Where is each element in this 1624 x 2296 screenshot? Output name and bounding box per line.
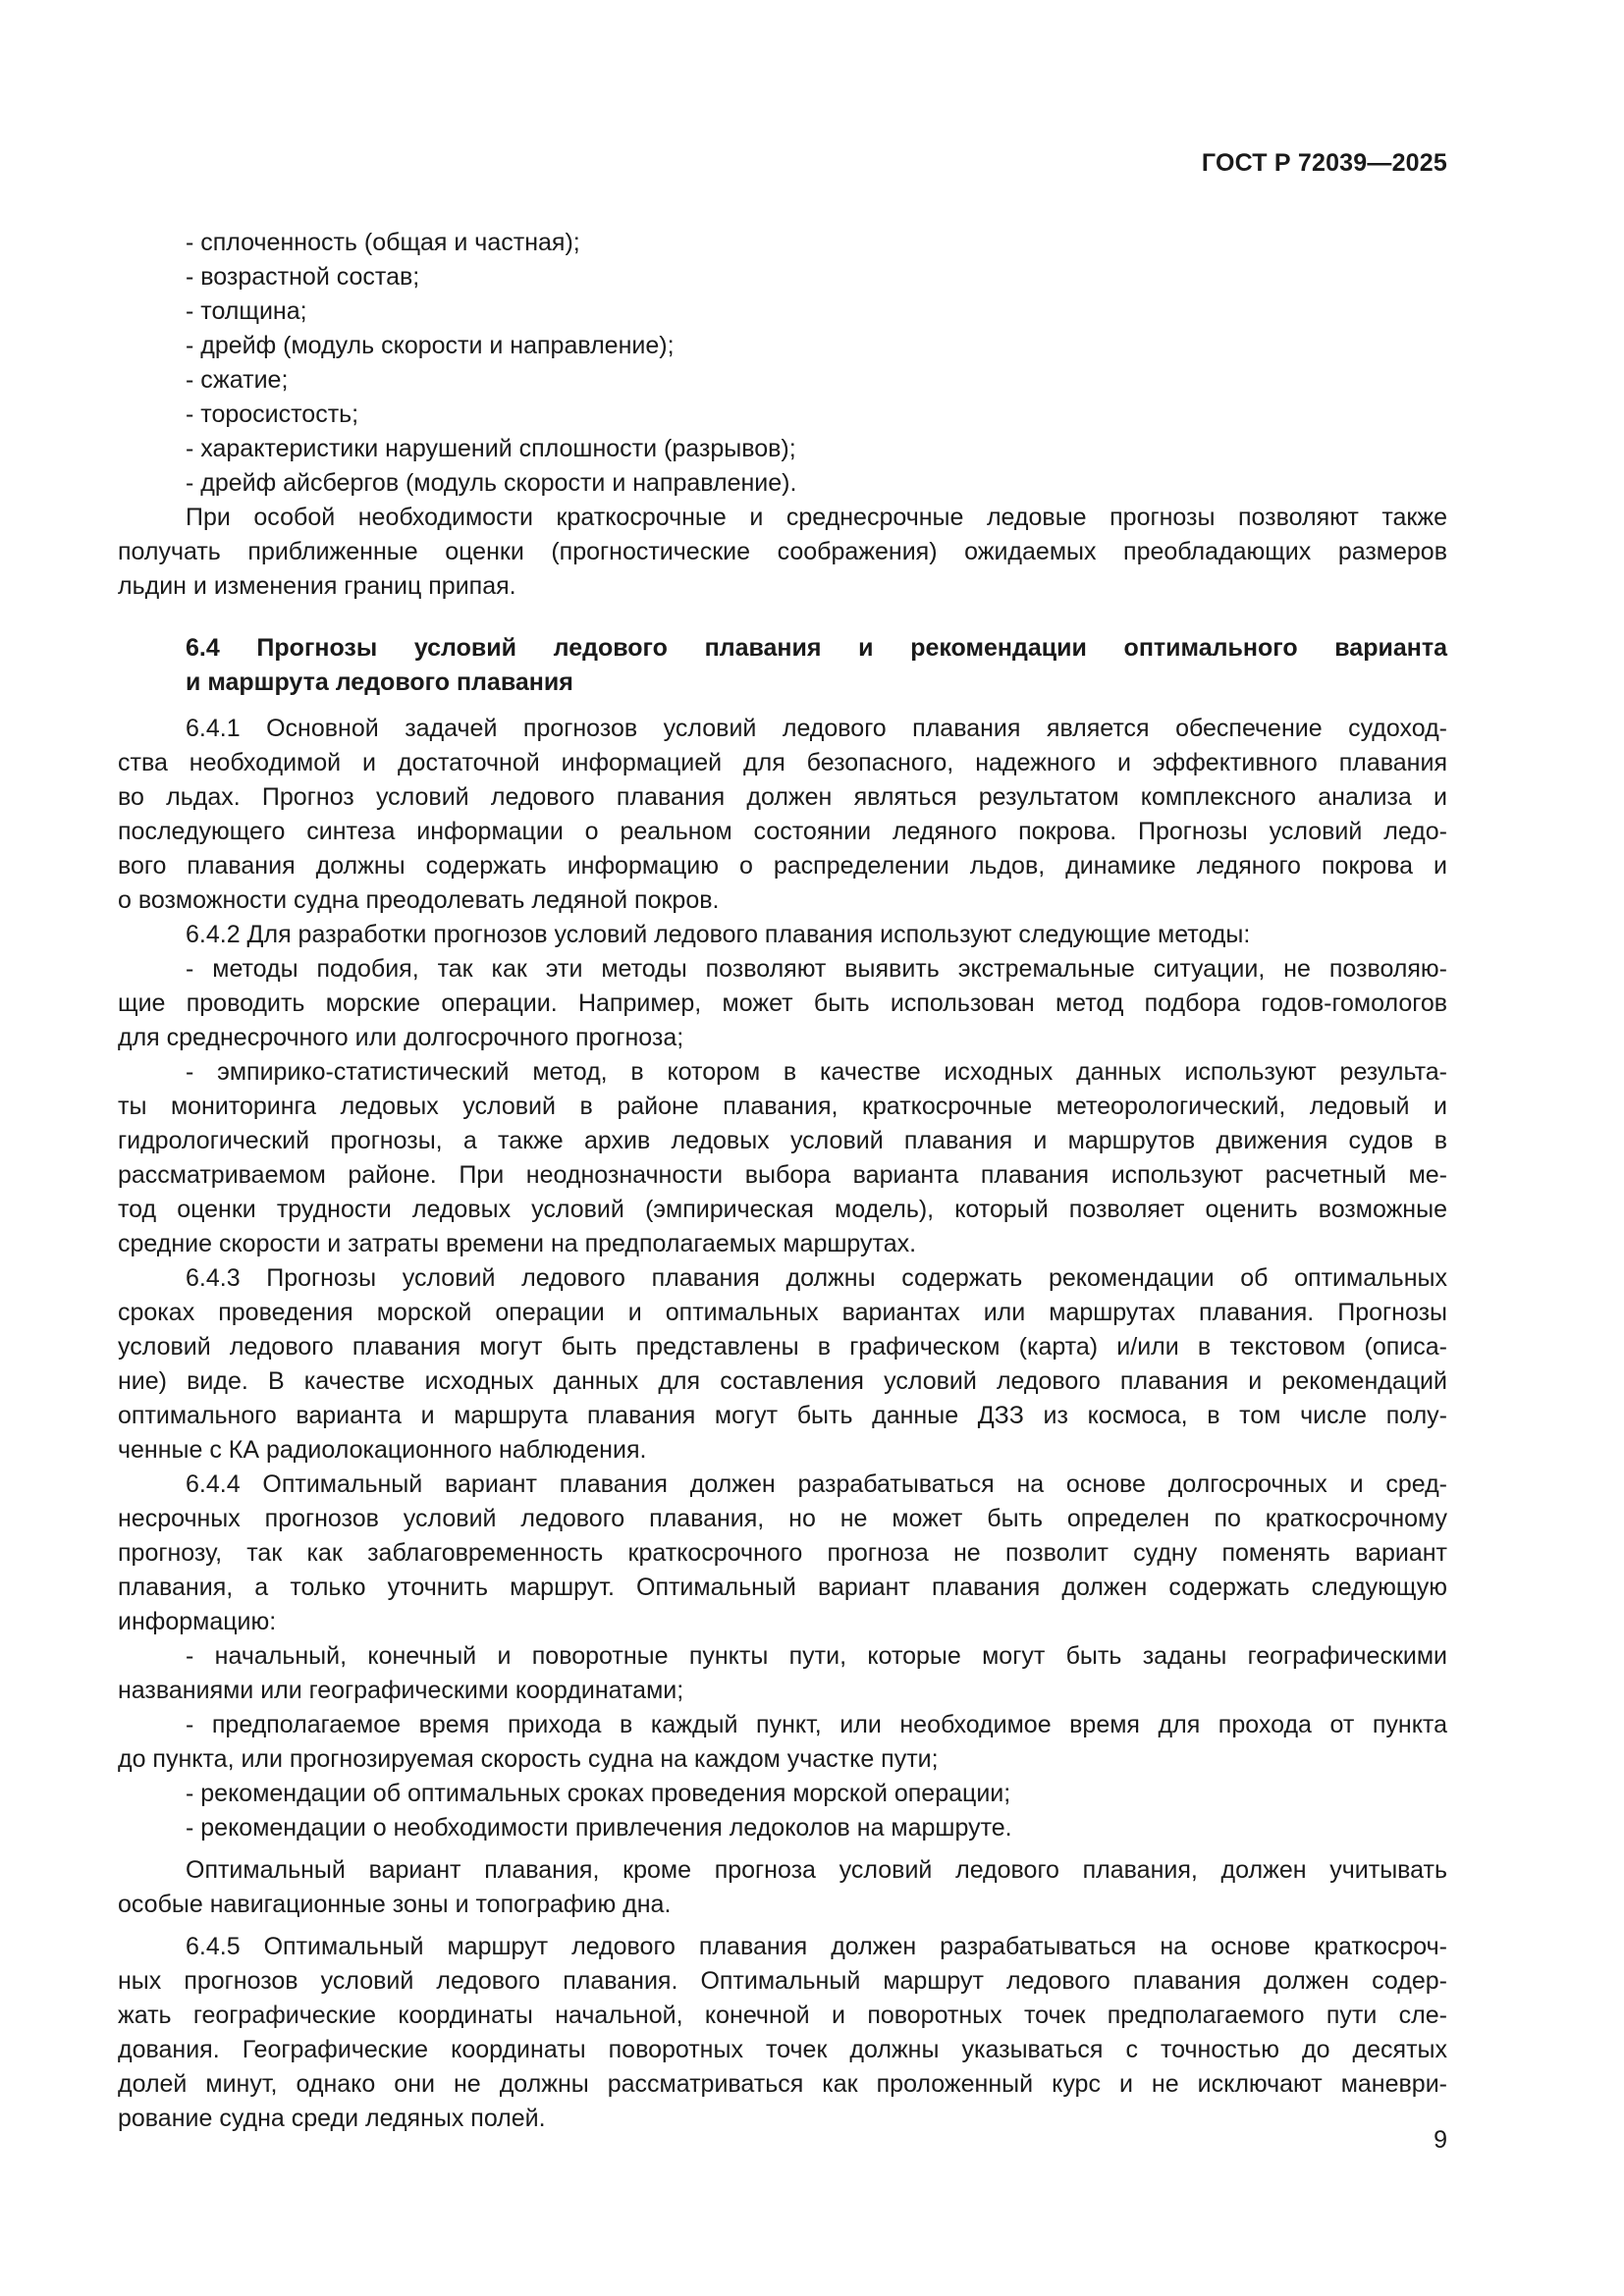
paragraph-6-4-5 bbox=[118, 1930, 1447, 2136]
section-heading-line: 6.4 Прогнозы условий ледового плавания и рекомендации оптимального варианта bbox=[186, 634, 1447, 662]
text-line: - эмпирико-статистический метод, в котором в качестве исходных данных используют результа- bbox=[186, 1058, 1447, 1086]
text-line: условий ледового плавания могут быть представлены в графическом (карта) и/или в текстовом (описа- bbox=[118, 1333, 1447, 1361]
list-item: - характеристики нарушений сплошности (разрывов); bbox=[186, 435, 796, 462]
list-item: - возрастной состав; bbox=[186, 263, 420, 291]
text-line: несрочных прогнозов условий ледового плавания, но не может быть определен по краткосрочному bbox=[118, 1505, 1447, 1532]
text-line: прогнозу, так как заблаговременность краткосрочного прогноза не позволит судну поменять вариант bbox=[118, 1539, 1447, 1567]
text-line: ченные с КА радиолокационного наблюдения. bbox=[118, 1436, 647, 1464]
text-line: щие проводить морские операции. Например, может быть использован метод подбора годов-гомологов bbox=[118, 989, 1447, 1017]
text-line: сроках проведения морской операции и оптимальных вариантах или маршрутах плавания. Прогнозы bbox=[118, 1299, 1447, 1326]
list-item: - дрейф (модуль скорости и направление); bbox=[186, 332, 675, 359]
text-line: дования. Географические координаты поворотных точек должны указываться с точностью до десятых bbox=[118, 2036, 1447, 2063]
text-line: информацию: bbox=[118, 1608, 277, 1635]
text-line: 6.4.4 Оптимальный вариант плавания должен разрабатываться на основе долгосрочных и сред- bbox=[186, 1470, 1447, 1498]
text-line: вого плавания должны содержать информацию о распределении льдов, динамике ледяного покрова и bbox=[118, 852, 1447, 880]
text-line: При особой необходимости краткосрочные и среднесрочные ледовые прогнозы позволяют также bbox=[186, 504, 1447, 531]
section-heading-line: и маршрута ледового плавания bbox=[186, 668, 573, 696]
text-line: особые навигационные зоны и топографию дна. bbox=[118, 1891, 672, 1918]
text-line: 6.4.5 Оптимальный маршрут ледового плавания должен разрабатываться на основе краткосроч- bbox=[186, 1933, 1447, 1960]
text-line: 6.4.2 Для разработки прогнозов условий ледового плавания используют следующие методы: bbox=[186, 921, 1251, 948]
text-line: жать географические координаты начальной, конечной и поворотных точек предполагаемого пути сле- bbox=[118, 2002, 1447, 2029]
list-item: - торосистость; bbox=[186, 400, 359, 428]
text-line: ства необходимой и достаточной информацией для безопасного, надежного и эффективного плавания bbox=[118, 749, 1447, 776]
text-line: ных прогнозов условий ледового плавания. Оптимальный маршрут ледового плавания должен содер- bbox=[118, 1967, 1447, 1995]
text-line: гидрологический прогнозы, а также архив ледовых условий плавания и маршрутов движения судов в bbox=[118, 1127, 1447, 1154]
paragraph-6-4-4-note bbox=[118, 1853, 1447, 1922]
list-item: - начальный, конечный и поворотные пункты пути, которые могут быть заданы географическими bbox=[186, 1642, 1447, 1670]
list-item: - толщина; bbox=[186, 297, 307, 325]
page-number: 9 bbox=[1434, 2126, 1447, 2154]
text-line: - методы подобия, так как эти методы позволяют выявить экстремальные ситуации, не позволяю- bbox=[186, 955, 1447, 983]
list-item: - предполагаемое время прихода в каждый пункт, или необходимое время для прохода от пункта bbox=[186, 1711, 1447, 1738]
ice-characteristics-list bbox=[118, 226, 1447, 501]
list-item: - сплоченность (общая и частная); bbox=[186, 229, 580, 256]
text-line: средние скорости и затраты времени на предполагаемых маршрутах. bbox=[118, 1230, 917, 1257]
text-line: оптимального варианта и маршрута плавания могут быть данные ДЗЗ из космоса, в том числе полу- bbox=[118, 1402, 1447, 1429]
text-line: 6.4.3 Прогнозы условий ледового плавания должны содержать рекомендации об оптимальных bbox=[186, 1264, 1447, 1292]
paragraph-6-4-1 bbox=[118, 712, 1447, 918]
text-line: получать приближенные оценки (прогностические соображения) ожидаемых преобладающих размеров bbox=[118, 538, 1447, 565]
text-line: плавания, а только уточнить маршрут. Оптимальный вариант плавания должен содержать следующую bbox=[118, 1574, 1447, 1601]
page-content bbox=[118, 226, 1447, 2136]
text-line: ты мониторинга ледовых условий в районе плавания, краткосрочные метеорологический, ледовый и bbox=[118, 1093, 1447, 1120]
section-6-4-heading bbox=[118, 631, 1447, 700]
text-line: названиями или географическими координатами; bbox=[118, 1677, 684, 1704]
text-line: 6.4.1 Основной задачей прогнозов условий ледового плавания является обеспечение судоход- bbox=[186, 715, 1447, 742]
text-line: тод оценки трудности ледовых условий (эмпирическая модель), который позволяет оценить возможные bbox=[118, 1196, 1447, 1223]
text-line: рассматриваемом районе. При неоднозначности выбора варианта плавания используют расчетный ме- bbox=[118, 1161, 1447, 1189]
list-item: - сжатие; bbox=[186, 366, 289, 394]
list-item: - рекомендации об оптимальных сроках проведения морской операции; bbox=[186, 1780, 1011, 1807]
text-line: во льдах. Прогноз условий ледового плавания должен являться результатом комплексного анализа и bbox=[118, 783, 1447, 811]
text-line: до пункта, или прогнозируемая скорость судна на каждом участке пути; bbox=[118, 1745, 939, 1773]
document-code-header: ГОСТ Р 72039—2025 bbox=[1201, 149, 1447, 177]
text-line: о возможности судна преодолевать ледяной покров. bbox=[118, 886, 720, 914]
text-line: для среднесрочного или долгосрочного прогноза; bbox=[118, 1024, 684, 1051]
paragraph-6-4-3 bbox=[118, 1261, 1447, 1468]
text-line: Оптимальный вариант плавания, кроме прогноза условий ледового плавания, должен учитывать bbox=[186, 1856, 1447, 1884]
paragraph-6-4-4 bbox=[118, 1468, 1447, 1845]
text-line: ние) виде. В качестве исходных данных для составления условий ледового плавания и рекомендаций bbox=[118, 1367, 1447, 1395]
paragraph-6-4-2 bbox=[118, 918, 1447, 1261]
text-line: рование судна среди ледяных полей. bbox=[118, 2105, 546, 2132]
list-item: - дрейф айсбергов (модуль скорости и направление). bbox=[186, 469, 797, 497]
text-line: последующего синтеза информации о реальном состоянии ледяного покрова. Прогнозы условий ледо- bbox=[118, 818, 1447, 845]
text-line: льдин и изменения границ припая. bbox=[118, 572, 516, 600]
text-line: долей минут, однако они не должны рассматриваться как проложенный курс и не исключают маневри- bbox=[118, 2070, 1447, 2098]
list-item: - рекомендации о необходимости привлечения ледоколов на маршруте. bbox=[186, 1814, 1012, 1842]
paragraph-special-necessity bbox=[118, 501, 1447, 604]
